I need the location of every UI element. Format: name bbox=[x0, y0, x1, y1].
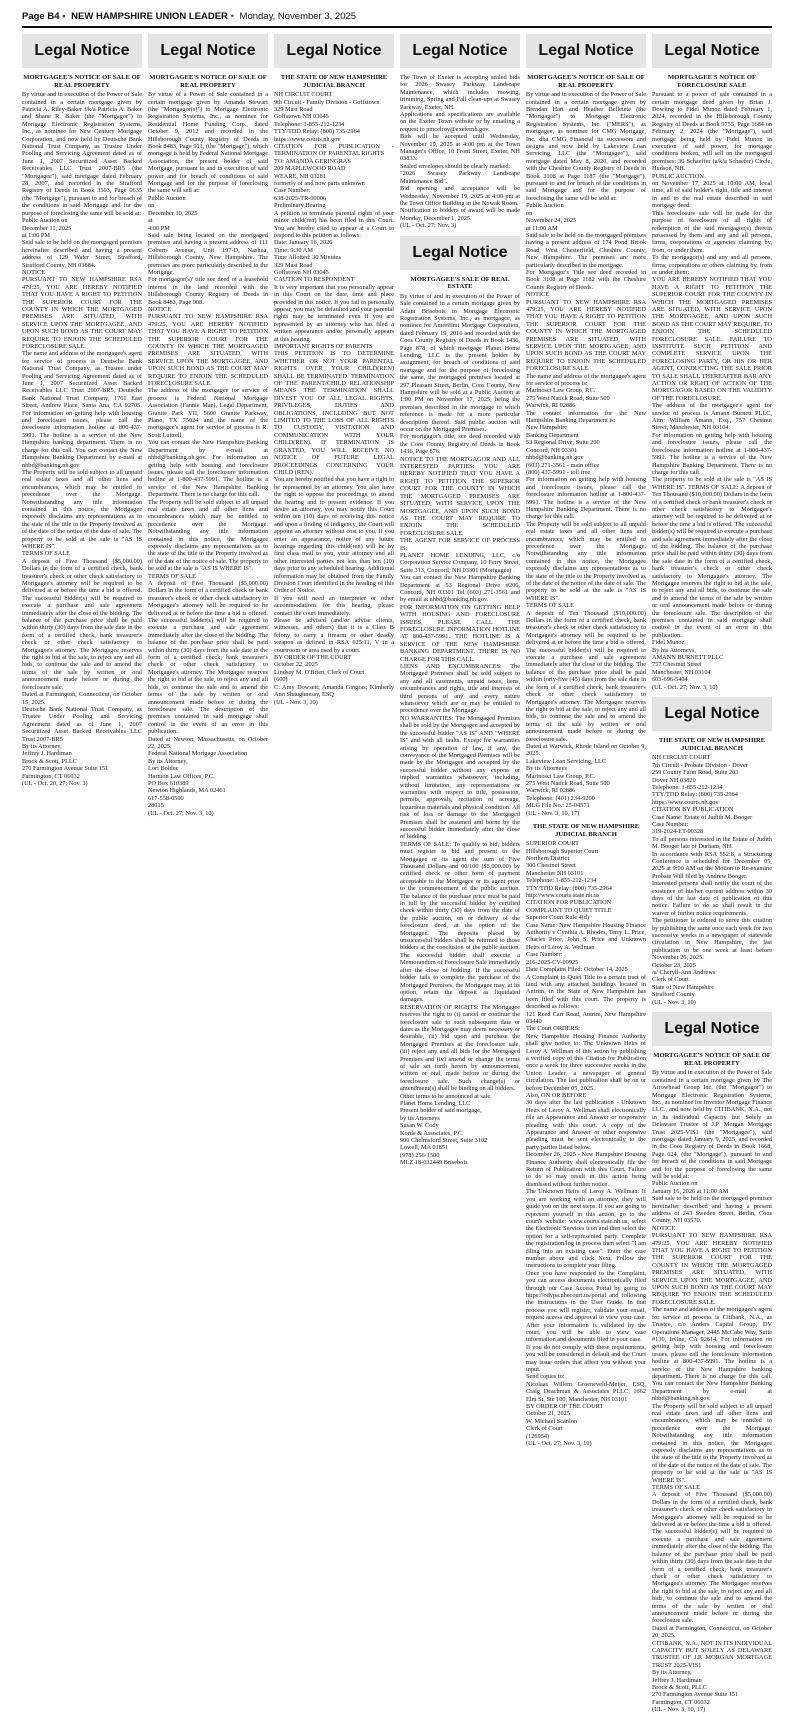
column-3 bbox=[274, 30, 394, 1630]
notice-band: Legal Notice bbox=[652, 697, 772, 731]
notice-band: Legal Notice bbox=[400, 34, 520, 68]
notice-band: Legal Notice bbox=[22, 34, 142, 68]
header-separator: • bbox=[230, 11, 234, 22]
notice-heading: MORTGAGEE'S NOTICE OF SALE OF REAL PROPERTY bbox=[149, 74, 267, 89]
notice-body: NH CIRCUIT COURT 7th Circuit - Probate Division - Dover 259 County Farm Road, Suite 203 Dover NH 03820 Telephone: 1-855-212-1234 TTY/TDD Relay: (800) 735-2964 https://www.courts.nh.gov CITATION BY PUBLICATION Case Name: Estate of Judith M. Booger Case Number: 319-2024-ET-00328 To all persons interested in the Estate of Judith M. Booger late of Durham, NH. In accordance with RSA 552:8, a Structuring Conference is scheduled for December 05, 2025 at 9:00 AM on the Motion to Re-examine Probate Will filed by Andrew Booger. Interested persons shall notify the court of the existence of his/her current address within 30 days of the last date of publication of this notice. Failure to do so shall result in the waiver of further notice requirements. The petitioner is ordered to serve this citation by publishing the same once each week for two successive weeks in a newspaper of statewide circulation in New Hampshire, the last publication to be one week at least before November 26, 2025. October 23, 2025 /s/ Cheryll-Ann Andrews Clerk of Court State of New Hampshire Strafford County (UL - Nov. 3, 10) bbox=[652, 754, 772, 1006]
header-separator: ▪ bbox=[62, 11, 66, 22]
notice-heading: MORTGAGEE'S NOTICE OF SALE OF REAL PROPERTY bbox=[527, 74, 645, 89]
column-4 bbox=[400, 30, 520, 1630]
legal-notice bbox=[526, 34, 646, 817]
notice-heading: THE STATE OF NEW HAMPSHIRE JUDICIAL BRANCH bbox=[658, 737, 766, 752]
notice-band: Legal Notice bbox=[148, 34, 268, 68]
column-1 bbox=[22, 30, 142, 1630]
legal-notice bbox=[148, 34, 268, 817]
issue-date: Monday, November 3, 2025 bbox=[239, 11, 357, 22]
notice-band: Legal Notice bbox=[526, 34, 646, 68]
legal-notice bbox=[274, 34, 394, 706]
notice-heading: MORTGAGEE'S SALE OF REAL ESTATE bbox=[410, 275, 510, 291]
notice-body: By virtue and in execution of the Power of Sale contained in a certain mortgage given by Brendan Hart and Heather Belletete (the "Mortgagor") to Mortgage Electronic Registration Systems, Inc. ("MERS"), as mortgagee, as nominee for CMG Mortgage, Inc. dba CMG Financial its successors and assigns and now held by Lakeview Loan Servicing, LLC (the "Mortgagee"), said mortgage dated May 8, 2020, and recorded with the Cheshire County Registry of Deeds in Book 3108 at Page 1187 (the "Mortgage"), pursuant to and for breach of the conditions in said Mortgage and for the purpose of foreclosing the same will be sold at: Public Auction on November 24, 2025 at 11:00 AM Said sale to be held on the mortgaged premises having a present address of 174 Pond Brook Road, West Chesterfield, Cheshire County, New Hampshire. The premises are more particularly described in the mortgage. For Mortgagor's Title see deed recorded in Book 3108 at Page 1182 with the Cheshire County Registry of Deeds. NOTICE PURSUANT TO NEW HAMPSHIRE RSA 479:25, YOU ARE HEREBY NOTIFIED THAT YOU HAVE A RIGHT TO PETITION THE SUPERIOR COURT FOR THE COUNTY IN WHICH THE MORTGAGED PREMISES ARE SITUATED, WITH SERVICE UPON THE MORTGAGEE, AND UPON SUCH BOND AS THE COURT MAY REQUIRE TO ENJOIN THE SCHEDULED FORECLOSURE SALE. The name and address of the mortgagee's agent for service of process is: Marinosci Law Group, P.C. 275 West Natick Road, Suite 500 Warwick, RI 02886 The contact information for the New Hampshire Banking Department is: New Hampshire Banking Department 53 Regional Drive, Suite 200 Concord, NH 03301 nhbd@banking.nh.gov (603) 271-3561 - main office (800) 437-5991 - toll free For information on getting help with housing and foreclosure issues, please call the foreclosure information hotline at 1-800-437-5991. The hotline is a service of the New Hampshire Banking Department. There is no charge for this call. The Property will be sold subject to all unpaid real estate taxes and all other liens and encumbrances, which may be entitled to precedence over the Mortgage. Notwithstanding any title information contained in this notice, the Mortgagee expressly disclaims any representations as to the state of the title to the Property involved as of the date of the notice of the date of sale. The property to be sold at the sale is "AS IS WHERE IS". TERMS OF SALE A deposit of Ten Thousand ($10,000.00) Dollars in the form of a certified check, bank treasurer's check or other check satisfactory to Mortgagee's attorney will be required to be delivered at or before the time a bid is offered. The successful bidder(s) will be required to execute a purchase and sale agreement immediately after the close of the bidding. The balance of the purchase price shall be paid within forty-five (45) days from the sale date in the form of a certified check, bank treasurer's check or other check satisfactory to Mortgagee's attorney. The Mortgagee reserves the right to bid at the sale, to reject any and all bids, to continue the sale and to amend the terms of the sale by written or oral announcement made before or during the foreclosure sale. Dated at Warwick, Rhode Island on October 9, 2025. Lakeview Loan Servicing, LLC By its Attorneys Marinosci Law Group, P.C. 275 West Natick Road, Suite 500 Warwick, RI 02886 Telephone: (401) 234-9200 MLG File No.: 25-04571 (UL - Nov. 3, 10, 17) bbox=[526, 91, 646, 817]
notice-heading: THE STATE OF NEW HAMPSHIRE JUDICIAL BRANCH bbox=[280, 74, 388, 89]
notice-body: Pursuant to a power of sale contained in a certain mortgage deed given by Brian J. Dowling to Fidel Munoz dated February 1, 2024, recorded in the Hillsborough County Registry of Deeds at Book 9755, Page 1684 on February 2, 2024 (the "Mortgage"), said mortgage being held by Fidel Munoz in execution of said power, for mortgage conditions broken, will sell on the mortgaged premises: 30 Schaeffer (a/k/a Schaefer) Circle, Hudson, NH. PUBLIC AUCTION on November 17, 2025 at 10:00 AM, local time, all of said holder's right, title and interest in and to the real estate described in said mortgage deed. This foreclosure sale will be made for the purpose of foreclosure of all rights of redemption of the said mortgagor(s) therein possessed by them and any and all persons, firms, corporations or agencies claiming by, from, or under them. To the mortgagor(s) and any and all persons, firms, corporations or others claiming by, from or under them: YOU ARE HEREBY NOTIFIED THAT YOU HAVE A RIGHT TO PETITION THE SUPERIOR COURT FOR THE COUNTY IN WHICH THE MORTGAGED PREMISES ARE SITUATED, WITH SERVICE UPON THE MORTGAGEE, AND UPON SUCH BOND AS THE COURT MAY REQUIRE, TO ENJOIN THE SCHEDULED FORECLOSURE SALE. FAILURE TO INSTITUTE SUCH PETITION AND COMPLETE SERVICE UPON THE FORECLOSING PARTY, OR HIS OR HER AGENT, CONDUCTING THE SALE PRIOR TO SALE SHALL THEREAFTER BAR ANY ACTION OR RIGHT OF ACTION OF THE MORTGAGOR BASED ON THE VALIDITY OF THE FORECLOSURE. The address of the mortgagee's agent for service of process is Amann Burnett PLLC, Attn: William Amann, Esq., 757 Chestnut Street, Manchester, NH 03104. For information on getting help with housing and foreclosure issues, please call the foreclosure information hotline at 1-800-437-5991. The hotline is a service of the New Hampshire Banking Department. There is no charge for this call. The property to be sold at the sale is "AS IS WHERE IS". TERMS OF SALE: A deposit of Ten Thousand ($10,000.00) Dollars in the form of a certified check or bank treasurer's check or other check satisfactory to Mortgagee's attorney will be required to be delivered at or before the time a bid is offered. The successful bidder(s) will be required to execute a purchase and sale agreement immediately after the close of the bidding. The balance of the purchase price shall be paid within thirty (30) days from the sale date in the form of a certified check, bank treasurer's check or other check satisfactory to Mortgagee's attorney. The Mortgagee reserves the right to bid at the sale, to reject any and all bids, to continue the sale and to amend the terms of the sale by written or oral announcement made before or during the foreclosure sale. The description of the premises contained in said mortgage shall control in the event of an error in this publication. Fidel Munoz By his Attorneys, AMANN BURNETT PLLC 757 Chestnut Street Manchester, NH 03104 603-696-5404 (UL - Oct. 27; Nov. 3, 10) bbox=[652, 91, 772, 691]
page-number: Page B4 bbox=[22, 11, 60, 22]
column-6 bbox=[652, 30, 772, 1714]
notice-band: Legal Notice bbox=[274, 34, 394, 68]
notice-band: Legal Notice bbox=[652, 34, 772, 68]
notice-body: By virtue of a Power of Sale contained in a certain mortgage given by Amanda Stewart (the "Mortgagor(s)") to Mortgage Electronic Registration Systems, Inc., as nominee for Residential Home Funding Corp., dated October 9, 2012 and recorded in the Hillsborough County Registry of Deeds in Book 8483, Page 911, (the "Mortgage"), which mortgage is held by Federal National Mortgage Association, the present holder of said Mortgage, pursuant to and in execution of said power and for breach of conditions of said Mortgage and for the purpose of foreclosing the same will sell at: Public Auction on December 10, 2025 at 4:00 PM Said sale being located on the mortgaged premises and having a present address of 111 Coburn Avenue, Unit 197-D, Nashua, Hillsborough County, New Hampshire. The premises are more particularly described in the Mortgage. For mortgagor(s)' title see deed of a leasehold interest in the land recorded with the Hillsborough County Registry of Deeds in Book 8483, Page 908. NOTICE PURSUANT TO NEW HAMPSHIRE RSA 479:25, YOU ARE HEREBY NOTIFIED THAT YOU HAVE A RIGHT TO PETITION THE SUPERIOR COURT FOR THE COUNTY IN WHICH THE MORTGAGED PREMISES ARE SITUATED, WITH SERVICE UPON THE MORTGAGEE, AND UPON SUCH BOND AS THE COURT MAY REQUIRE TO ENJOIN THE SCHEDULED FORECLOSURE SALE. The address of the mortgagee for service of process is Federal National Mortgage Association (Fannie Mae), Legal Department, Granite Park VII, 5600 Granite Parkway, Plano, TX 75024 and the name of the mortgagee's agent for service of process is R. Scott Luttrell. You can contact the New Hampshire Banking Department by e-mail at nhbd@banking.nh.gov. For information on getting help with housing and foreclosure issues, please call the foreclosure information hotline at 1-800-437-5991. The hotline is a service of the New Hampshire Banking Department. There is no charge for this call. The Property will be sold subject to all unpaid real estate taxes and all other liens and encumbrances which may be entitled to precedence over the Mortgage. Notwithstanding any title information contained in this notice, the Mortgagee expressly disclaims any representations as to the state of the title to the Property involved as of the date of the notice of sale. The property to be sold at the sale is "AS IS WHERE IS". TERMS OF SALE A deposit of Five Thousand ($5,000.00) Dollars in the form of a certified check or bank treasurer's check or other check satisfactory to Mortgagee's attorney will be required to be delivered at or before the time a bid is offered. The successful bidder(s) will be required to execute a purchase and sale agreement immediately after the close of the bidding. The balance of the purchase price shall be paid within thirty (30) days from the sale date in the form of a certified check, bank treasurer's check or other check satisfactory to Mortgagee's attorney. The Mortgagee reserves the right to bid at the sale, to reject any and all bids, to continue the sale and to amend the terms of the sale by written or oral announcement made before or during the foreclosure sale. The description of the premises contained in said mortgage shall control in the event of an error in this publication. Dated at Newton, Massachusetts, on October 22, 2025. Federal National Mortgage Association By its Attorney, Lori Bolduc Harmon Law Offices, P.C. PO Box 610389 Newton Highlands, MA 02461 617-558-0500 28015 (UL - Oct. 27; Nov. 3, 10) bbox=[148, 91, 269, 817]
legal-notice bbox=[652, 34, 772, 691]
legal-notice bbox=[400, 34, 520, 230]
notice-body: The Town of Exeter is accepting sealed bids for 2026 Swasey Parkway Landscape Maintenance, which includes mowing, trimming, Spring and Fall clean-ups at Swasey Parkway, Exeter, NH. Applications and specifications are available on the Exeter Town website or by emailing a request to pmcelroy@exeternh.gov. Bids will be accepted until Wednesday, November 19, 2025 at 4:00 pm at the Town Manager's Office, 10 Front Street, Exeter, NH 03833. Sealed envelopes should be clearly marked: "2026 Swasey Parkway Landscape Maintenance Bid". Bid opening and acceptance will be Wednesday, November 19, 2025 at 4:00 pm at the Town Office Building in the Nowak Room. Notification to bidders of award will be made Monday, December 1, 2025. (UL - Oct. 27; Nov. 3) bbox=[400, 74, 520, 230]
legal-notice bbox=[526, 823, 646, 1448]
notice-band: Legal Notice bbox=[652, 1012, 772, 1046]
column-5 bbox=[526, 30, 646, 1630]
notice-heading: THE STATE OF NEW HAMPSHIRE JUDICIAL BRANCH bbox=[532, 823, 640, 838]
notice-body: By virtue and in execution of the Power of Sale contained in a certain mortgage given by Patricia A. Riley-Baker f/k/a Patricia A. Baker and Shane R. Baker (the "Mortgagor") to Mortgage Electronic Registration Systems, Inc., as nominee for New Century Mortgage Corporation, and now held by Deutsche Bank National Trust Company, as Trustee Under Pooling and Servicing Agreement dated as of June 1, 2007 Securitized Asset Backed Receivables LLC Trust 2007-BR5 (the "Mortgagee"), said mortgage dated February 28, 2007, and recorded in the Strafford Registry of Deeds in Book 3503, Page 0635 (the "Mortgage"), pursuant to and for breach of the conditions in said Mortgage and for the purpose of foreclosing the same will be sold at: Public Auction on December 11, 2025 at 1:00 PM Said sale to be held on the mortgaged premises hereinafter described and having a present address of 129 Water Street, Strafford, Strafford County, NH 03884. NOTICE PURSUANT TO NEW HAMPSHIRE RSA 479:25, YOU ARE HEREBY NOTIFIED THAT YOU HAVE A RIGHT TO PETITION THE SUPERIOR COURT FOR THE COUNTY IN WHICH THE MORTGAGED PREMISES ARE SITUATED, WITH SERVICE UPON THE MORTGAGEE, AND UPON SUCH BOND AS THE COURT MAY REQUIRE TO ENJOIN THE SCHEDULED FORECLOSURE SALE. The name and address of the mortgagee's agent for service of process is Deutsche Bank National Trust Company, as Trustee under Pooling and Servicing Agreement dated as of June 1, 2007 Securitized Asset Backed Receivables LLC Trust 2007-BR5, Deutsche Bank National Trust Company, 1761 East Street, Andrew Place, Santa Ana, CA 92705. For information on getting help with housing and foreclosure issues, please call the foreclosure information hotline at 800-437-5991. The hotline is a service of the New Hampshire banking department. There is no charge for this call. You can contact the New Hampshire Banking Department by e-mail at nhbd@banking.nh.gov. The Property will be sold subject to all unpaid real estate taxes and all other liens and encumbrances, which may be entitled to precedence over the Mortgage. Notwithstanding any title information contained in this notice, the Mortgagee expressly disclaims any representations as to the state of the title to the Property involved as of the date of the notice of the date of sale. The property to be sold at the sale is "AS IS WHERE IS". TERMS OF SALE A deposit of Five Thousand ($5,000.00) Dollars in the form of a certified check, bank treasurer's check or other check satisfactory to Mortgagee's attorney will be required to be delivered at or before the time a bid is offered. The successful bidder(s) will be required to execute a purchase and sale agreement immediately after the close of the bidding. The balance of the purchase price shall be paid within thirty (30) days from the sale date in the form of a certified check, bank treasurer's check or other check satisfactory to Mortgagee's attorney. The Mortgagee reserves the right to bid at the sale, to reject any and all bids, to continue the sale and to amend the terms of the sale by written or oral announcement made before or during the foreclosure sale. Dated at Farmington, Connecticut, on October 15, 2025. Deutsche Bank National Trust Company, as Trustee Under Pooling and Servicing Agreement dated as of June 1, 2007 Securitized Asset Backed Receivables LLC Trust 2007-BR5 By its Attorney, Jeffrey J. Hardiman Brock & Scott, PLLC 270 Farmington Avenue Suite 151 Farmington, CT 06032 (UL - Oct. 20, 27; Nov. 3) bbox=[22, 91, 142, 787]
legal-notice bbox=[652, 697, 772, 1006]
legal-notice-columns bbox=[22, 30, 772, 1714]
notice-heading: MORTGAGEE'S NOTICE OF SALE OF REAL PROPERTY bbox=[23, 74, 141, 89]
notice-band: Legal Notice bbox=[400, 236, 520, 270]
notice-heading: MORTGAGEE'S NOTICE OF FORECLOSURE SALE bbox=[667, 74, 757, 89]
legal-notice bbox=[652, 1012, 772, 1714]
page-header bbox=[22, 10, 772, 28]
legal-notice bbox=[22, 34, 142, 787]
notice-heading: MORTGAGEE'S NOTICE OF SALE OF REAL PROPERTY bbox=[653, 1052, 771, 1067]
notice-body: NH CIRCUIT COURT 9th Circuit - Family Division - Goffstown 329 Mast Road Goffstown NH 03045 Telephone: 1-855-212-1234 TTY/TDD Relay: (800) 735-2964 https://www.courts.nh.gov CITATION FOR PUBLICATION - TERMINATION OF PARENTAL RIGHTS TO: AMANDA GERINGRAS 209 MAPLEWOOD ROAD WEARE, NH 03281 formerly of and now parts unknown Case Number: 638-2025-TR-00006 Preliminary Hearing A petition to terminate parental rights of your minor child(ren) has been filed in this Court. You are hereby cited to appear at a Court to respond to this petition as follows: Date: January 16, 2026 Time: 9:30 AM Time Allotted: 30 Minutes 329 Mast Road Goffstown NH 03045 CAUTION TO RESPONDENT It is very important that you personally appear in this Court on the date, time and place provided in this notice. If you fail to personally appear, you may be defaulted and your parental rights may be terminated even if you are represented by an attorney who has filed a written appearance and/or personally appears at this hearing. IMPORTANT RIGHTS OF PARENTS THIS PETITION IS TO DETERMINE WHETHER OR NOT YOUR PARENTAL RIGHTS OVER YOUR CHILD(REN) SHALL BE TERMINATED. TERMINATION OF THE PARENT/CHILD RELATIONSHIP MEANS THE TERMINATION SHALL DIVEST YOU OF ALL LEGAL RIGHTS, PRIVILEGES, DUTIES AND OBLIGATIONS, INCLUDING BUT NOT LIMITED TO THE LOSS OF ALL RIGHTS TO CUSTODY, VISITATION AND COMMUNICATION WITH YOUR CHILD(REN). IF TERMINATION IS GRANTED, YOU WILL RECEIVE NO NOTICE OF FUTURE LEGAL PROCEEDINGS CONCERNING YOUR CHILD (REN). You are hereby notified that you have a right to be represented by an attorney. You also have the right to oppose the proceedings, to attend the hearing and to present evidence. If you desire an attorney, you may notify this Court within ten (10) days of receiving this notice and upon a finding of indigency, the Court will appoint an attorney without cost to you. If you enter an appearance, notice of any future hearings regarding this child(ren) will be by first class mail to you, your attorney and all other interested parties not less than ten (10) days prior to any scheduled hearing. Additional information may be obtained from the Family Division Court identified in the heading of this Order of Notice. If you will need an interpreter or other accommodations for this hearing, please contact the court immediately. Please be advised (and/or advise clients, witnesses, and others) that it is a Class B felony to carry a firearm or other deadly weapon as defined in RSA 625:11, V in a courtroom or area used by a court. BY ORDER OF THE COURT October 22, 2025 Lindsey M. O'Brien, Clerk of Court (600) C: Amy Dowsett; Amanda Gingras; Kimberly Ann Shaughnessy, ESQ (UL - Nov. 3, 10) bbox=[274, 91, 394, 706]
notice-body: SUPERIOR COURT Hillsborough Superior Court Northern District 300 Chestnut Street Manchester NH 03101 Telephone: 1-855-212-1234 TTY/TDD Relay: (800) 735-2964 http://www.courts.state.nh.us CITATION FOR PUBLICATION COMPLAINT TO QUIET TITLE Superior Court Rule 4(d) Case Name: New Hampshire Housing Finance Authority v Cynthia A. Rhodes, Terry L. Price, Charles Price, John S. Price and Unknown Heirs of Leroy A. Wellman Case Number: 216-2025-CV-00925 Date Complaint Filed: October 14, 2025 A Complaint to Quiet Title to a certain tract of land with any attached buildings located in Antrim, in the State of New Hampshire has been filed with this court. The property is described as follows: 121 Reed Carr Road, Antrim, New Hampshire 03440 The Court ORDERS: New Hampshire Housing Finance Authority shall give notice to: The Unknown Heirs of Leroy A. Wellman of this action by publishing a verified copy of this Citation for Publication once a week for three successive weeks in the Union Leader, a newspaper of general circulation. The last publication shall be on or before December 05, 2025. Also, ON OR BEFORE 30 days after the last publication - Unknown Heirs of Leroy A. Wellman shall electronically file an Appearance and Answer or responsive pleading with this court. A copy of the Appearance and Answer or other responsive pleading must be sent electronically to the party/parties listed below. December 26, 2025 - New Hampshire Housing Finance Authority shall electronically file the Return of Publication with this Court. Failure to do so may result in this action being dismissed without further notice. The Unknown Heirs of Leroy A. Wellman: If you are working with an attorney, they will guide you on the next steps. If you are going to represent yourself in this action, go to the court's website: www.courts.state.nh.us, select the Electronic Services icon and then select the option for a self-represented party. Complete the registration/log in process then select "I am filing into an existing case". Enter the case number above and click Next. Follow the instructions to complete your filing. Once you have responded to the Complaint, you can access documents electronically filed through our Case Access Portal by going to https://odypa.nhecourt.us/portal and following the instructions in the User Guide. In that process you will register, validate your email, request access and approval to view your case. After your information is validated by the court, you will be able to view case information and documents filed in your case. If you do not comply with these requirements, you will be considered in default and the Court may issue orders that affect you without your input. Send copies to: Nicolaas Willem Groeneveld-Meijer, ESQ, Craig Deachman & Associates PLLC, 1662 Elm St, Ste 100, Manchester, NH 03101 BY ORDER OF THE COURT October 21, 2025 W. Michael Scanlon Clerk of Court (126954) (UL - Oct. 27; Nov. 3, 10) bbox=[526, 840, 646, 1448]
column-2 bbox=[148, 30, 268, 1630]
notice-body: By virtue and in execution of the Power of Sale contained in a certain mortgage given by The Arrowhead Group Inc. (the "Mortgagor") to Mortgage Electronic Registration Systems, Inc., as nominee for Investor Mortgage Finance LLC., and now held by CITIBANK, N.A., not in its individual Capacity but Solely as Delaware Trustee of J.P. Morgan Mortgage Trust 2025-VIS1 (the "Mortgagee"), said mortgage dated January 9, 2025, and recorded in the Coos Registry of Deeds in Book 1668, Page 624, (the "Mortgage"), pursuant to and for breach of the conditions in said Mortgage and for the purpose of foreclosing the same will be sold at: Public Auction on January 16, 2026 at 11:00 AM Said sale to be held on the mortgaged premises hereinafter described and having a present address of 243 Sweden Street, Berlin, Coos County, NH 03570. NOTICE PURSUANT TO NEW HAMPSHIRE RSA 479:25, YOU ARE HEREBY NOTIFIED THAT YOU HAVE A RIGHT TO PETITION THE SUPERIOR COURT FOR THE COUNTY IN WHICH THE MORTGAGED PREMISES ARE SITUATED, WITH SERVICE UPON THE MORTGAGEE, AND UPON SUCH BOND AS THE COURT MAY REQUIRE TO ENJOIN THE SCHEDULED FORECLOSURE SALE. The name and address of the mortgagee's agent for service of process is Citibank, N.A., as Trustee, c/o Anders Capital Group, DV Operations Manager, 2445 McCabe Way, Suite #130, Irvine, CA 92614. For information on getting help with housing and foreclosure issues, please call the foreclosure information hotline at 800-437-5991. The hotline is a service of the New Hampshire banking department. There is no charge for this call. You can contact the New Hampshire Banking Department by e-mail at nhbd@banking.nh.gov. The Property will be sold subject to all unpaid real estate taxes and all other liens and encumbrances, which may be entitled to precedence over the Mortgage. Notwithstanding any title information contained in this notice, the Mortgagee expressly disclaims any representations as to the state of the title to the Property involved as of the date of the notice of the date of sale. The property to be sold at the sale is "AS IS WHERE IS". TERMS OF SALE A deposit of Five Thousand ($5,000.00) Dollars in the form of a certified check, bank treasurer's check or other check satisfactory to Mortgagee's attorney will be required to be delivered at or before the time a bid is offered. The successful bidder(s) will be required to execute a purchase and sale agreement immediately after the close of the bidding. The balance of the purchase price shall be paid within thirty (30) days from the sale date in the form of a certified check, bank treasurer's check or other check satisfactory to Mortgagee's attorney. The Mortgagee reserves the right to bid at the sale, to reject any and all bids, to continue the sale and to amend the terms of the sale by written or oral announcement made before or during the foreclosure sale. Dated at Farmington, Connecticut, on October 20, 2025. CITIBANK, N.A., NOT IN ITS INDIVIDUAL CAPACITY BUT SOLELY AS DELAWARE TRUSTEE OF J.P. MORGAN MORTGAGE TRUST 2025-VIS1 By its Attorney, Jeffrey J. Hardiman Brock & Scott, PLLC 270 Farmington Avenue Suite 151 Farmington, CT 06032 (UL - Nov. 3, 10, 17) bbox=[652, 1069, 772, 1714]
legal-notice bbox=[400, 236, 520, 1167]
notice-body: By virtue of and in execution of the Power of Sale contained in a certain mortgage given by Adam Brisebois to Mortgage Electronic Registration Systems, Inc., as mortgagee, as nominee for Amerifirst Mortgage Corporation, dated February 19, 2016 and recorded with the Coos County Registry of Deeds in Book 1436, Page 878, of which mortgage Planet Home Lending, LLC is the present holder by assignment, for breach of conditions of said mortgage and for the purpose of foreclosing the same, the mortgaged premises located at 297 Pleasant Street, Berlin, Coos County, New Hampshire will be sold at a Public Auction at 1:00 PM on November 17, 2025, being the premises described in the mortgage to which reference is made for a more particular description thereof. Said public auction will occur on the Mortgaged Premises. For mortgagor's title, see deed recorded with the Coos County Registry of Deeds in Book 1436, Page 876. NOTICE TO THE MORTGAGOR AND ALL INTERESTED PARTIES: YOU ARE HEREBY NOTIFIED THAT YOU HAVE A RIGHT TO PETITION THE SUPERIOR COURT FOR THE COUNTY IN WHICH THE MORTGAGED PREMISES ARE SITUATED, WITH SERVICE UPON THE MORTGAGEE, AND UPON SUCH BOND AS THE COURT MAY REQUIRE TO ENJOIN THE SCHEDULED FORECLOSURE SALE. THE AGENT FOR SERVICE OF PROCESS IS: PLANET HOME LENDING, LLC, c/o Corporation Service Company, 10 Ferry Street, Suite 313, Concord, NH 03301 (Mortgagee) You can contact the New Hampshire Banking Department at 53 Regional Drive #200, Concord, NH 03301 Tel (603) 271-3561 and by email at nhbd@banking.nh.gov. FOR INFORMATION ON GETTING HELP WITH HOUSING AND FORECLOSURE ISSUES, PLEASE CALL THE FORECLOSURE INFORMATION HOTLINE AT 800-437-5991. THE HOTLINE IS A SERVICE OF THE NEW HAMPSHIRE BANKING DEPARTMENT. THERE IS NO CHARGE FOR THIS CALL. LIENS AND ENCUMBRANCES: The Mortgaged Premises shall be sold subject to any and all easements, unpaid taxes, liens, encumbrances and rights, title and interests of third persons of any and every nature whatsoever which are or may be entitled to precedence over the Mortgage. NO WARRANTIES: The Mortgaged Premises shall be sold by the Mortgagee and accepted by the successful bidder "AS IS" AND "WHERE IS" and with all faults. Except for warranties arising by operation of law, if any, the conveyance of the Mortgaged Premises will be made by the Mortgagee and accepted by the successful bidder without any express or implied warranties whatsoever, including, without limitation, any representations or warranties with respect to title, possession, permits, approvals, recitation of acreage, hazardous materials and physical condition. All risk of loss or damage to the Mortgaged Premises shall be assumed and borne by the successful bidder immediately after the close of bidding. TERMS OF SALE: To qualify to bid, bidders must register to bid and present to the Mortgagee or its agent the sum of Five Thousand Dollars and 00/100 ($5,000.00) by certified check or other form of payment acceptable to the Mortgagee or its agent prior to the commencement of the public auction. The balance of the purchase price must be paid in full by the successful bidder by certified check within thirty (30) days from the date of the public auction, on or delivery of the foreclosure deed, at the option of the Mortgagee. The deposits placed by unsuccessful bidders shall be returned to those bidders at the conclusion of the public auction. The successful bidder shall execute a Memorandum of Foreclosure Sale immediately after the close of bidding. If the successful bidder fails to complete the purchase of the Mortgaged Premises, the Mortgagee may, at its option, retain the deposit as liquidated damages. RESERVATION OF RIGHTS: The Mortgagee reserves the right to (i) cancel or continue the foreclosure sale to such subsequent date or dates as the Mortgagee may deem necessary or desirable, (ii) bid upon and purchase the Mortgaged Premises at the foreclosure sale, (iii) reject any and all bids for the Mortgaged Premises and (iv) amend or change the terms of sale set forth herein by announcement, written or oral, made before or during the foreclosure sale. Such change(s) or amendment(s) shall be binding on all bidders. Other terms to be announced at sale. Planet Home Lending, LLC Present holder of said mortgage, by its Attorneys Susan W. Cody Korde & Associates, P.C. 900 Chelmsford Street, Suite 3102 Lowell, MA 01851 (978) 256-1500 MLZ 18-032449 Brisebois bbox=[400, 292, 520, 1167]
newspaper-name: NEW HAMPSHIRE UNION LEADER bbox=[71, 11, 228, 22]
